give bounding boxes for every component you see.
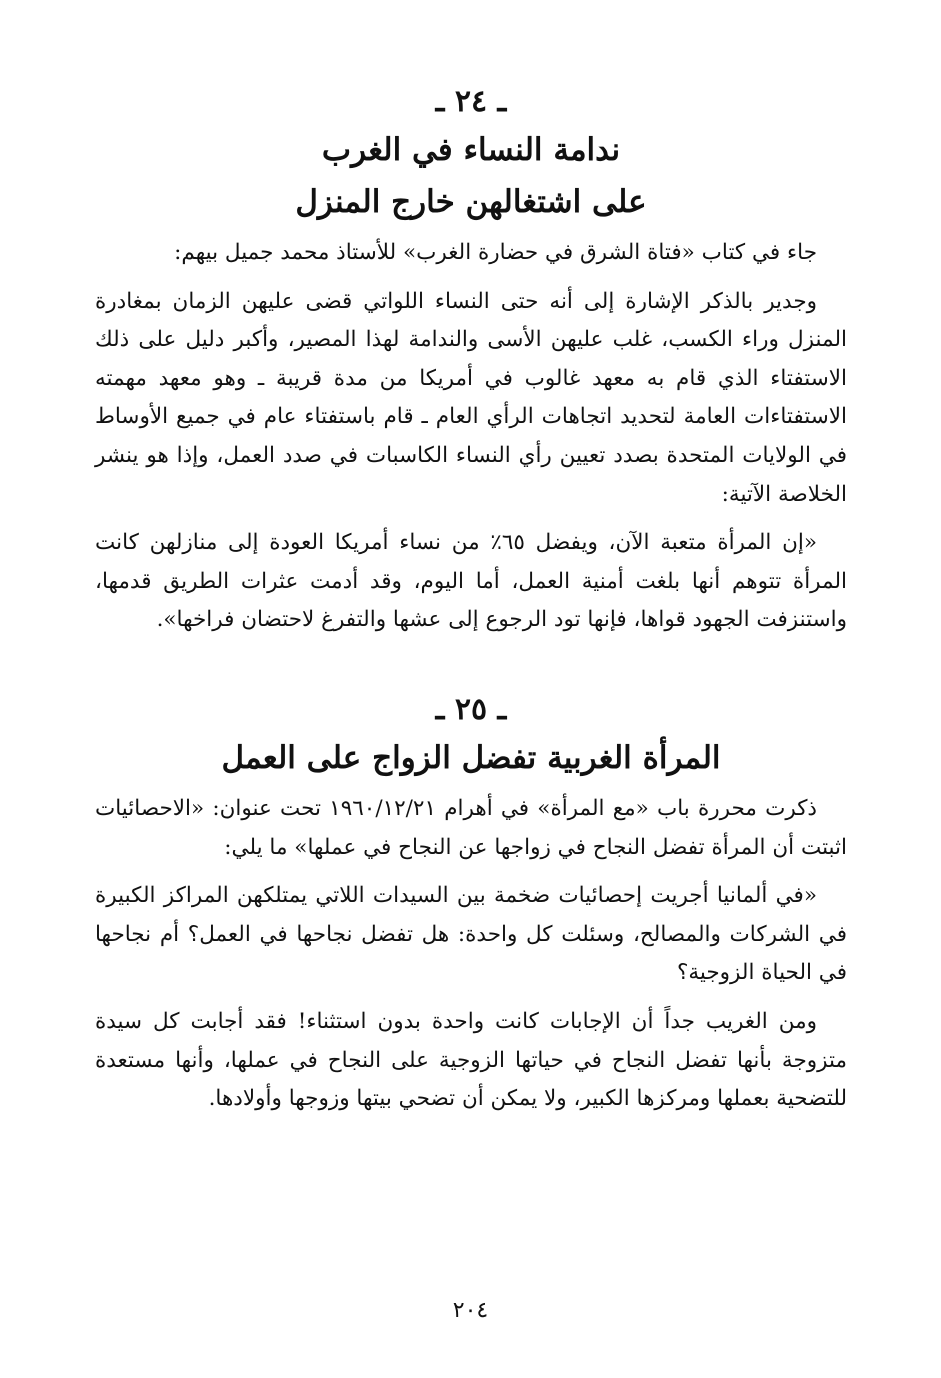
section-24-title-line-1: ندامة النساء في الغرب bbox=[321, 132, 621, 168]
section-25-quote: «في ألمانيا أجريت إحصائيات ضخمة بين السيدات اللاتي يمتلكهن المراكز الكبيرة في الشركات والمصالح، وسئلت كل واحدة: هل تفضل نجاحها في العمل؟ أم نجاحها في الحياة الزوجية؟ bbox=[95, 883, 847, 986]
section-24-quote: «إن المرأة متعبة الآن، ويفضل ٦٥٪ من نساء أمريكا العودة إلى منازلهن كانت المرأة تتوهم أنها بلغت أمنية العمل، أما اليوم، وقد أدمت عثرات الطريق قدمها، واستنزفت الجهود قواها، فإنها تود الرجوع إلى عشها والتفرغ لاحتضان فراخها». bbox=[95, 530, 847, 633]
section-25-number: ـ ٢٥ ـ bbox=[435, 691, 507, 727]
section-25-intro: ذكرت محررة باب «مع المرأة» في أهرام ١٩٦٠/١٢/٢١ تحت عنوان: «الاحصائيات اثبتت أن المرأة تفضل النجاح في زواجها عن النجاح في عملها» ما يلي: bbox=[95, 795, 847, 860]
section-24-number: ـ ٢٤ ـ bbox=[435, 84, 507, 119]
page-number: ٢٠٤ bbox=[452, 1298, 489, 1323]
document-page bbox=[95, 70, 847, 1129]
section-24-title-line-2: على اشتغالهن خارج المنزل bbox=[295, 184, 647, 220]
section-25-paragraph: ومن الغريب جداً أن الإجابات كانت واحدة بدون استثناء! فقد أجابت كل سيدة متزوجة بأنها تفضل النجاح في حياتها الزوجية على النجاح في عملها، وأنها مستعدة للتضحية بعملها ومركزها الكبير، ولا يمكن أن تضحي بيتها وزوجها وأولادها. bbox=[95, 1008, 847, 1112]
section-25-title: المرأة الغربية تفضل الزواج على العمل bbox=[221, 739, 721, 776]
section-24-intro: جاء في كتاب «فتاة الشرق في حضارة الغرب» للأستاذ محمد جميل بيهم: bbox=[174, 240, 817, 265]
section-24-paragraph: وجدير بالذكر الإشارة إلى أنه حتى النساء اللواتي قضى عليهن الزمان بمغادرة المنزل وراء الكسب، غلب عليهن الأسى والندامة لهذا المصير، وأكبر دليل على ذلك الاستفتاء الذي قام به معهد غالوب في أمريكا من مدة قريبة ـ وهو معهد مهمته الاستفتاءات العامة لتحديد اتجاهات الرأي العام ـ قام باستفتاء عام في جميع الأوساط في الولايات المتحدة بصدد تعيين رأي النساء الكاسبات في صدد العمل، وإذا هو ينشر الخلاصة الآتية: bbox=[95, 288, 847, 507]
